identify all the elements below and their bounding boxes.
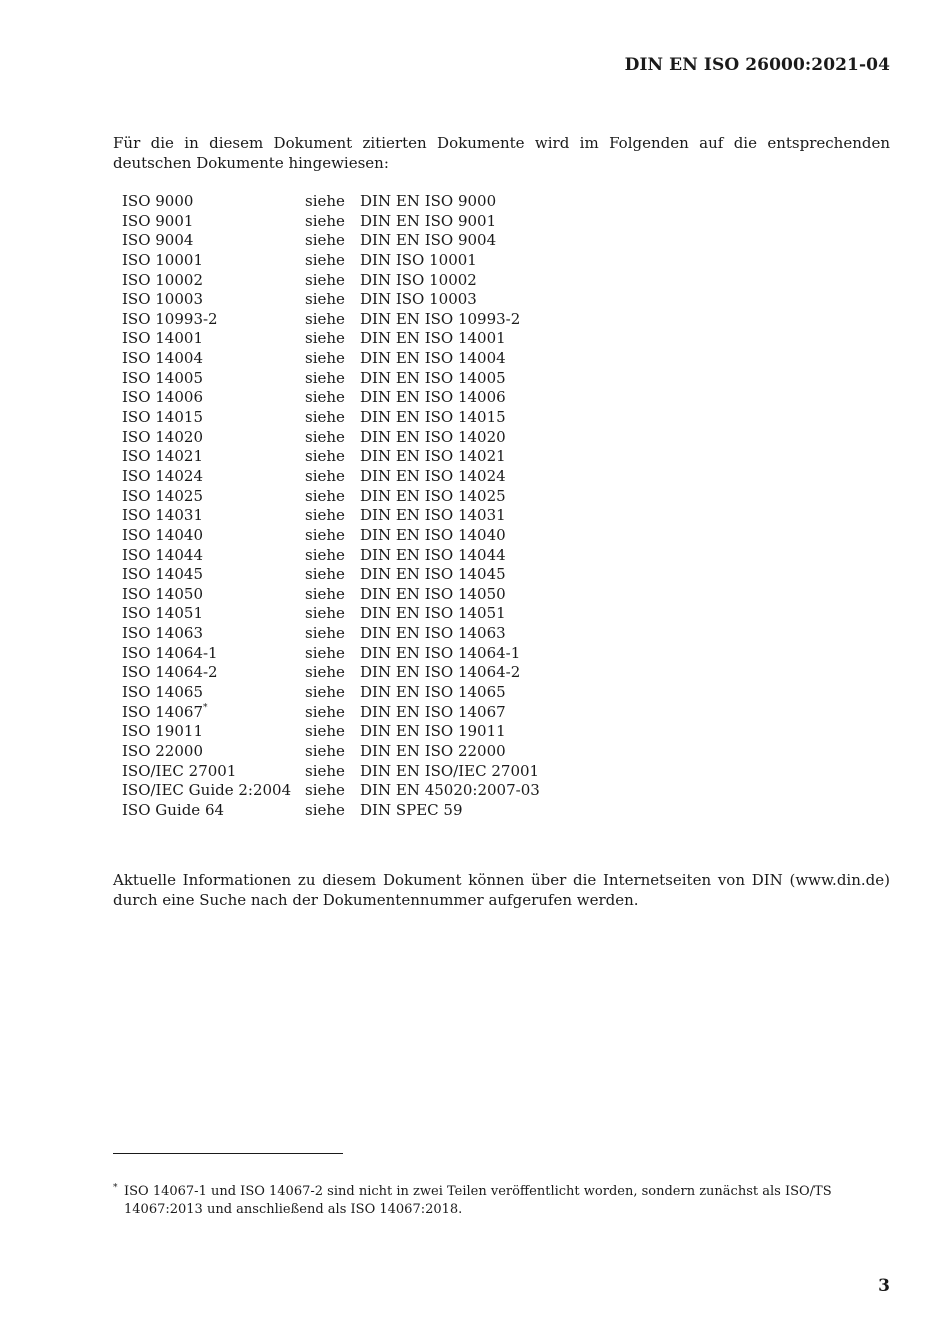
iso-reference-text: ISO 14004 — [122, 349, 203, 368]
reference-row — [122, 526, 660, 546]
iso-reference-text: ISO 14063 — [122, 624, 203, 643]
relation-label: siehe — [305, 604, 345, 623]
din-reference: DIN EN ISO 14031 — [360, 506, 506, 525]
reference-row — [122, 565, 660, 585]
iso-reference — [122, 565, 305, 585]
din-reference: DIN EN 45020:2007-03 — [360, 781, 540, 800]
iso-reference — [122, 742, 305, 762]
din-reference: DIN EN ISO 22000 — [360, 741, 506, 760]
relation-label: siehe — [305, 211, 345, 230]
iso-reference-text: ISO 9000 — [122, 192, 194, 210]
din-reference: DIN SPEC 59 — [360, 800, 463, 819]
din-reference: DIN EN ISO 14064-1 — [360, 643, 521, 662]
reference-row — [122, 487, 660, 507]
iso-reference-text: ISO 14024 — [122, 466, 203, 485]
din-reference: DIN EN ISO 14005 — [360, 368, 506, 387]
relation-label: siehe — [305, 388, 345, 407]
reference-row — [122, 604, 660, 624]
relation-label: siehe — [305, 545, 345, 564]
reference-row — [122, 192, 660, 212]
iso-reference-text: ISO 14001 — [122, 329, 203, 348]
reference-row — [122, 663, 660, 683]
iso-reference-text: ISO 14015 — [122, 408, 203, 427]
reference-row — [122, 506, 660, 526]
iso-reference — [122, 703, 305, 723]
reference-row — [122, 447, 660, 467]
reference-row — [122, 290, 660, 310]
reference-row — [122, 781, 660, 801]
iso-reference — [122, 310, 305, 330]
iso-reference — [122, 467, 305, 487]
din-reference: DIN EN ISO 10993-2 — [360, 309, 521, 328]
relation-label: siehe — [305, 643, 345, 662]
reference-row — [122, 251, 660, 271]
relation-label: siehe — [305, 250, 345, 269]
iso-reference-text: ISO 14045 — [122, 565, 203, 584]
reference-row — [122, 703, 660, 723]
iso-reference — [122, 762, 305, 782]
din-reference: DIN EN ISO 14044 — [360, 545, 506, 564]
reference-row — [122, 467, 660, 487]
relation-label: siehe — [305, 584, 345, 603]
iso-reference — [122, 722, 305, 742]
iso-reference-text: ISO 14040 — [122, 525, 203, 544]
relation-label: siehe — [305, 349, 345, 368]
din-reference: DIN EN ISO 14006 — [360, 388, 506, 407]
iso-reference-text: ISO 9001 — [122, 211, 194, 230]
reference-row — [122, 310, 660, 330]
relation-label: siehe — [305, 702, 345, 721]
iso-reference-text: ISO/IEC Guide 2:2004 — [122, 781, 292, 800]
reference-row — [122, 722, 660, 742]
iso-reference-text: ISO 14067 — [122, 702, 203, 721]
reference-row — [122, 428, 660, 448]
din-reference: DIN EN ISO 14040 — [360, 525, 506, 544]
reference-row — [122, 624, 660, 644]
iso-reference-text: ISO 14005 — [122, 368, 203, 387]
iso-reference — [122, 506, 305, 526]
din-reference: DIN EN ISO 9001 — [360, 211, 497, 230]
iso-reference — [122, 290, 305, 310]
din-reference: DIN EN ISO 14025 — [360, 486, 506, 505]
iso-reference-text: ISO 14031 — [122, 506, 203, 525]
reference-row — [122, 801, 660, 821]
iso-reference — [122, 212, 305, 232]
din-reference: DIN ISO 10003 — [360, 290, 477, 309]
din-reference: DIN EN ISO 14045 — [360, 565, 506, 584]
din-reference: DIN EN ISO 14063 — [360, 624, 506, 643]
iso-reference — [122, 349, 305, 369]
relation-label: siehe — [305, 565, 345, 584]
iso-reference — [122, 271, 305, 291]
din-reference: DIN EN ISO 14064-2 — [360, 663, 521, 682]
reference-row — [122, 369, 660, 389]
iso-reference-text: ISO 10993-2 — [122, 309, 218, 328]
iso-reference — [122, 526, 305, 546]
relation-label: siehe — [305, 427, 345, 446]
relation-label: siehe — [305, 231, 345, 250]
reference-row — [122, 271, 660, 291]
relation-label: siehe — [305, 486, 345, 505]
iso-reference — [122, 801, 305, 821]
iso-reference-text: ISO 9004 — [122, 231, 194, 250]
din-reference: DIN EN ISO 14051 — [360, 604, 506, 623]
relation-label: siehe — [305, 408, 345, 427]
iso-reference-text: ISO 14006 — [122, 388, 203, 407]
iso-reference-text: ISO 14021 — [122, 447, 203, 466]
iso-reference-text: ISO 19011 — [122, 722, 203, 741]
iso-reference — [122, 251, 305, 271]
din-reference: DIN EN ISO 9004 — [360, 231, 497, 250]
iso-reference — [122, 192, 305, 212]
relation-label: siehe — [305, 761, 345, 780]
relation-label: siehe — [305, 624, 345, 643]
din-reference: DIN EN ISO 14015 — [360, 408, 506, 427]
intro-paragraph: Für die in diesem Dokument zitierten Dokumente wird im Folgenden auf die entsprechenden deutschen Dokumente hingewiesen: — [113, 134, 890, 172]
din-reference: DIN EN ISO 14067 — [360, 702, 506, 721]
din-reference: DIN ISO 10001 — [360, 250, 477, 269]
iso-reference-text: ISO Guide 64 — [122, 800, 225, 819]
din-reference: DIN EN ISO 14065 — [360, 683, 506, 702]
iso-reference — [122, 388, 305, 408]
reference-row — [122, 231, 660, 251]
reference-row — [122, 762, 660, 782]
din-reference: DIN EN ISO 19011 — [360, 722, 506, 741]
reference-row — [122, 585, 660, 605]
iso-reference — [122, 585, 305, 605]
iso-reference — [122, 604, 305, 624]
iso-reference — [122, 369, 305, 389]
relation-label: siehe — [305, 447, 345, 466]
relation-label: siehe — [305, 525, 345, 544]
din-reference: DIN EN ISO/IEC 27001 — [360, 761, 540, 780]
relation-label: siehe — [305, 270, 345, 289]
footnote-text: ISO 14067-1 und ISO 14067-2 sind nicht in zwei Teilen veröffentlicht worden, sondern zunächst als ISO/TS 14067:2013 und anschließend als ISO 14067:2018. — [124, 1184, 832, 1217]
reference-table — [122, 192, 660, 821]
reference-row — [122, 408, 660, 428]
iso-reference-text: ISO 10003 — [122, 290, 203, 309]
reference-row — [122, 388, 660, 408]
iso-reference-text: ISO 14020 — [122, 427, 203, 446]
din-reference: DIN EN ISO 14001 — [360, 329, 506, 348]
reference-row — [122, 683, 660, 703]
iso-reference-text: ISO 10001 — [122, 250, 203, 269]
din-reference: DIN ISO 10002 — [360, 270, 477, 289]
iso-reference — [122, 447, 305, 467]
iso-reference — [122, 546, 305, 566]
footnote-marker: * — [202, 702, 208, 713]
iso-reference-text: ISO 14025 — [122, 486, 203, 505]
iso-reference — [122, 683, 305, 703]
relation-label: siehe — [305, 741, 345, 760]
din-reference: DIN EN ISO 14004 — [360, 349, 506, 368]
iso-reference — [122, 663, 305, 683]
reference-row — [122, 644, 660, 664]
reference-row — [122, 546, 660, 566]
page-number: 3 — [878, 1276, 890, 1296]
iso-reference-text: ISO 14050 — [122, 584, 203, 603]
footnote — [113, 1183, 890, 1219]
iso-reference-text: ISO 14064-2 — [122, 663, 218, 682]
iso-reference — [122, 231, 305, 251]
iso-reference-text: ISO/IEC 27001 — [122, 761, 237, 780]
relation-label: siehe — [305, 329, 345, 348]
iso-reference-text: ISO 14064-1 — [122, 643, 218, 662]
relation-label: siehe — [305, 506, 345, 525]
iso-reference-text: ISO 10002 — [122, 270, 203, 289]
relation-label: siehe — [305, 309, 345, 328]
iso-reference — [122, 329, 305, 349]
iso-reference — [122, 408, 305, 428]
iso-reference — [122, 487, 305, 507]
reference-row — [122, 349, 660, 369]
relation-label: siehe — [305, 290, 345, 309]
din-reference: DIN EN ISO 9000 — [360, 192, 497, 210]
reference-row — [122, 329, 660, 349]
relation-label: siehe — [305, 781, 345, 800]
footnote-divider — [113, 1153, 343, 1154]
relation-label: siehe — [305, 663, 345, 682]
relation-label: siehe — [305, 466, 345, 485]
din-reference: DIN EN ISO 14024 — [360, 466, 506, 485]
din-reference: DIN EN ISO 14050 — [360, 584, 506, 603]
relation-label: siehe — [305, 683, 345, 702]
footnote-symbol: * — [113, 1183, 118, 1193]
din-reference: DIN EN ISO 14020 — [360, 427, 506, 446]
iso-reference — [122, 428, 305, 448]
iso-reference-text: ISO 14065 — [122, 683, 203, 702]
relation-label: siehe — [305, 192, 345, 210]
info-paragraph: Aktuelle Informationen zu diesem Dokument können über die Internetseiten von DIN (www.din.de) durch eine Suche nach der Dokumentennummer aufgerufen werden. — [113, 871, 890, 909]
document-id-header: DIN EN ISO 26000:2021-04 — [624, 55, 890, 75]
iso-reference — [122, 781, 305, 801]
reference-row — [122, 742, 660, 762]
reference-row — [122, 212, 660, 232]
iso-reference-text: ISO 22000 — [122, 741, 203, 760]
relation-label: siehe — [305, 368, 345, 387]
iso-reference — [122, 644, 305, 664]
iso-reference — [122, 624, 305, 644]
din-reference: DIN EN ISO 14021 — [360, 447, 506, 466]
iso-reference-text: ISO 14044 — [122, 545, 203, 564]
iso-reference-text: ISO 14051 — [122, 604, 203, 623]
relation-label: siehe — [305, 722, 345, 741]
relation-label: siehe — [305, 800, 345, 819]
